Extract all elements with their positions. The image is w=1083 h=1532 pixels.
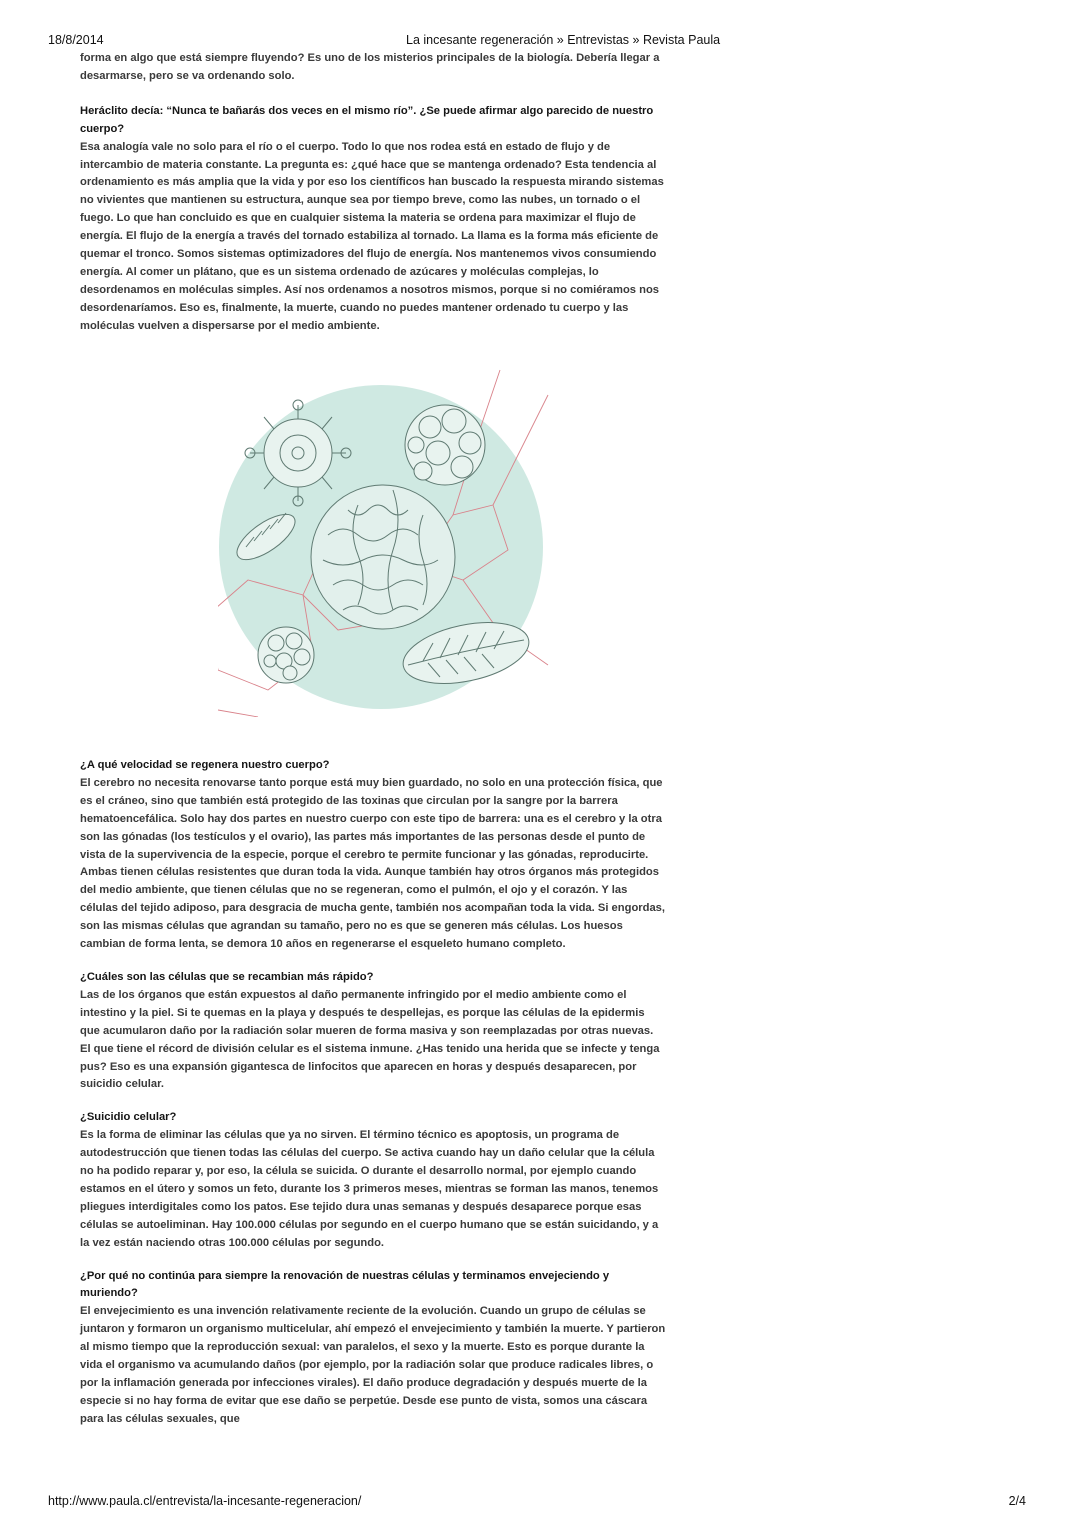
cluster-cell-top [405, 405, 485, 485]
intro-paragraph: forma en algo que está siempre fluyendo? Es uno de los misterios principales de la biología. Debería llegar a desarmarse, pero se va ordenando solo. [80, 52, 660, 82]
question-heraclito: Heráclito decía: “Nunca te bañarás dos veces en el mismo río”. ¿Se puede afirmar algo parecido de nuestro cuerpo? [80, 104, 654, 135]
answer-envejecimiento: El envejecimiento es una invención relativamente reciente de la evolución. Cuando un grupo de células se juntaron y formaron un organismo multicelular, ahí empezó el envejecimiento y también la muerte. Y partieron al mismo tiempo que la reproducción sexual: van paralelos, el sexo y la muerte. Esto es porque durante la vida el organismo va acumulando daños (por ejemplo, por la radiación solar que produce radicales libres, o por la inflamación generada por infecciones virales). El daño produce degradación y después muerte de la especie si no hay forma de evitar que ese daño se perpetúe. Desde ese punto de vista, somos una cáscara para las células sexuales, que [80, 1305, 666, 1425]
print-date: 18/8/2014 [48, 33, 104, 47]
cells-illustration [218, 365, 558, 717]
answer-heraclito: Esa analogía vale no solo para el río o el cuerpo. Todo lo que nos rodea está en estado de flujo y de intercambio de materia constante. La pregunta es: ¿qué hace que se mantenga ordenado? Esta tendencia al ordenamiento es más amplia que la vida y por eso los científicos han buscado la respuesta mirando sistemas no vivientes que mantienen su estructura, aunque sea por tiempo breve, como las nubes, un tornado o el fuego. Lo que han concluido es que en cualquier sistema la materia se ordena para maximizar el flujo de energía. El flujo de la energía a través del tornado estabiliza al tornado. La llama es la forma más eficiente de quemar el tronco. Somos sistemas optimizadores del flujo de energía. Nos mantenemos vivos consumiendo energía. Al comer un plátano, que es un sistema ordenado de azúcares y moléculas complejas, lo desordenamos en moléculas simples. Así nos ordenamos a nosotros mismos, porque si no comiéramos nos desordenaríamos. Eso es, finalmente, la muerte, cuando no puedes mantener ordenado tu cuerpo y las moléculas vuelven a dispersarse por el medio ambiente. [80, 140, 664, 332]
brain-sphere [311, 485, 455, 629]
question-recambio: ¿Cuáles son las células que se recambian más rápido? [80, 970, 374, 983]
answer-recambio: Las de los órganos que están expuestos al daño permanente infringido por el medio ambiente como el intestino y la piel. Si te quemas en la playa y después te despellejas, es porque las células de la epidermis que acumularon daño por la radiación solar mueren de forma masiva y son reemplazadas por otras nuevas. El que tiene el récord de división celular es el sistema inmune. ¿Has tenido una herida que se infecte y tenga pus? Eso es una expansión gigantesca de linfocitos que aparecen en horas y después desaparecen, por suicidio celular. [80, 988, 660, 1091]
answer-suicidio: Es la forma de eliminar las células que ya no sirven. El término técnico es apoptosis, un programa de autodestrucción que tienen todas las células del cuerpo. Se activa cuando hay un daño celular que la célula no ha podido reparar y, por eso, la célula se suicida. O durante el desarrollo normal, por ejemplo cuando estamos en el útero y somos un feto, durante los 3 primeros meses, mientras se forman las manos, tenemos pliegues interdigitales como los patos. Ese tejido dura unas semanas y después desaparece porque esas células se autoeliminan. Hay 100.000 células por segundo en el cuerpo humano que se están suicidando, y a la vez están naciendo otras 100.000 células por segundo. [80, 1129, 659, 1249]
print-page-title: La incesante regeneración » Entrevistas » Revista Paula [406, 33, 721, 47]
article-bottom [80, 757, 666, 1429]
article-top [80, 50, 666, 336]
question-suicidio: ¿Suicidio celular? [80, 1111, 177, 1124]
print-page-number: 2/4 [1008, 1494, 1026, 1508]
answer-velocidad: El cerebro no necesita renovarse tanto porque está muy bien guardado, no solo en una protección física, que es el cráneo, sino que también está protegido de las toxinas que circulan por la sangre por la barrera hematoencefálica. Solo hay dos partes en nuestro cuerpo con este tipo de barrera: una es el cerebro y la otra son las gónadas (los testículos y el ovario), las partes más importantes de las personas desde el punto de vista de la supervivencia de la especie, porque el cerebro te permite funcionar y las gónadas, reproducirte. Ambas tienen células resistentes que duran toda la vida. Aunque también hay otros órganos más protegidos del medio ambiente, que tienen células que no se regeneran, como el pulmón, el ojo y el corazón. Y las células del tejido adiposo, para desgracia de mucha gente, también nos acompañan toda la vida. Si engordas, son las mismas células que agrandan su tamaño, pero no es que se generen más células. Los huesos cambian de forma lenta, se demora 10 años en regenerarse el esqueleto humano completo. [80, 776, 666, 951]
question-envejecimiento: ¿Por qué no continúa para siempre la renovación de nuestras células y terminamos envejeciendo y muriendo? [80, 1269, 610, 1300]
cluster-cell-bottom [258, 627, 314, 683]
print-url: http://www.paula.cl/entrevista/la-incesante-regeneracion/ [48, 1494, 362, 1508]
question-velocidad: ¿A qué velocidad se regenera nuestro cuerpo? [80, 759, 330, 771]
